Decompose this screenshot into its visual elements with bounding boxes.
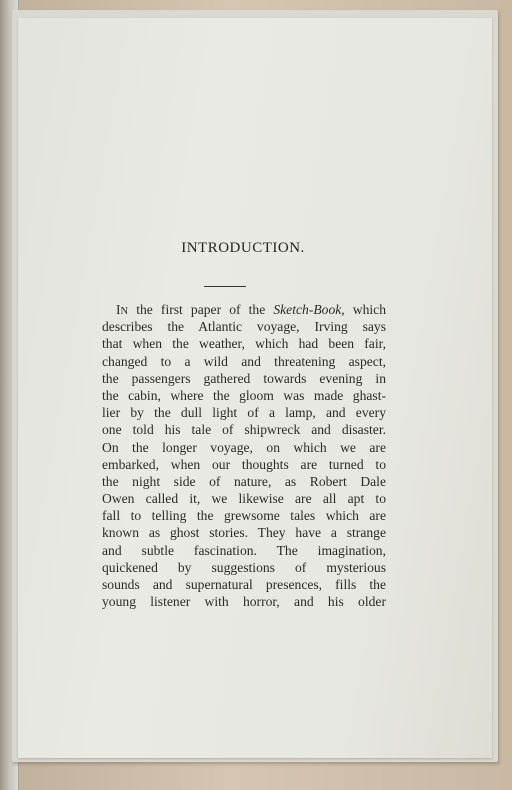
text-line: quickened by suggestions of mysterious: [102, 559, 386, 575]
page-heading: INTRODUCTION.: [181, 240, 305, 256]
text-line: known as ghost stories. They have a strange: [102, 525, 386, 541]
text-line: changed to a wild and threatening aspect,: [102, 353, 386, 369]
text-line: On the longer voyage, on which we are: [102, 439, 386, 455]
text-line: sounds and supernatural presences, fills the: [102, 577, 386, 592]
drop-cap: I: [116, 302, 121, 317]
small-cap: N: [120, 306, 129, 317]
text-line: Owen called it, we likewise are all apt to: [102, 491, 386, 507]
text-line: fall to telling the grewsome tales which are: [102, 508, 386, 524]
body-text: [102, 301, 386, 610]
text-line: the passengers gathered towards evening in: [102, 370, 386, 386]
text-line: lier by the dull light of a lamp, and every: [102, 405, 386, 421]
text-line: describes the Atlantic voyage, Irving says: [102, 319, 386, 335]
text-line: that when the weather, which had been fair,: [102, 336, 386, 352]
first-line-text: the first paper of the: [128, 302, 274, 317]
text-line: embarked, when our thoughts are turned to: [102, 456, 386, 472]
text-line: one told his tale of shipwreck and disaster.: [102, 422, 386, 438]
book-title: Sketch-Book: [273, 302, 342, 317]
text-line: the night side of nature, as Robert Dale: [102, 473, 386, 489]
text-line-first: [102, 301, 386, 318]
first-line-end: , which: [341, 302, 386, 317]
text-line: young listener with horror, and his older: [102, 594, 386, 610]
text-line: and subtle fascination. The imagination,: [102, 542, 386, 558]
text-line: the cabin, where the gloom was made ghast-: [102, 387, 386, 403]
book-page: [18, 18, 492, 758]
heading-divider: [204, 286, 246, 287]
